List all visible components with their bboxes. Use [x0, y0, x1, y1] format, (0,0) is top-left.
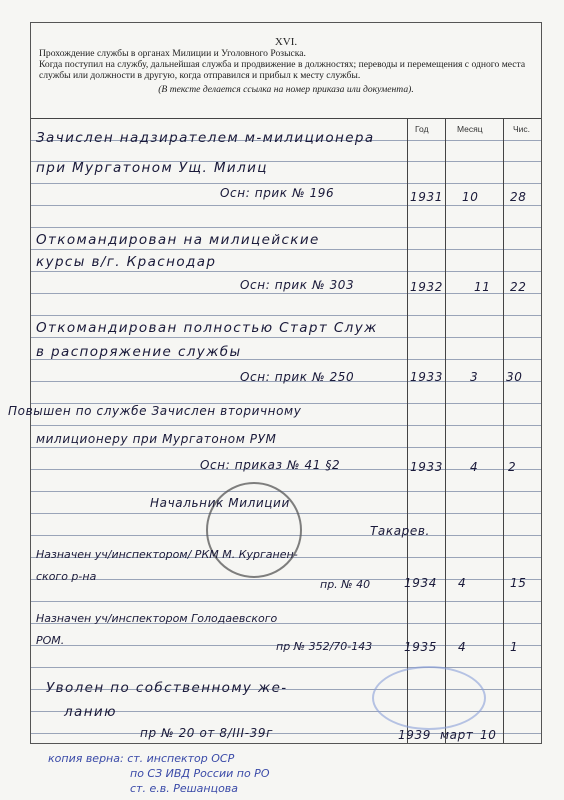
entry-month: 4	[470, 460, 479, 474]
ruled-line	[31, 491, 541, 492]
entry-day: 2	[508, 460, 517, 474]
ruled-line	[31, 425, 541, 426]
entry-order: Осн: прик № 303	[240, 278, 355, 292]
entry-month: 10	[462, 190, 479, 204]
column-header-month: Месяц	[457, 124, 483, 134]
entry-line: Уволен по собственному же-	[46, 680, 288, 696]
entry-line: Откомандирован на милицейские	[36, 232, 320, 248]
section-description: Когда поступил на службу, дальнейшая служба и продвижение в должностях; переводы и перемещения с одного места службы или должности в другую, когда отправился и прибыл к месту службы.	[39, 59, 526, 81]
section-number: XVI.	[274, 36, 298, 48]
signature-name: Такарев.	[370, 524, 430, 538]
entry-year: 1931	[410, 190, 443, 204]
entry-month: март	[440, 728, 474, 742]
entry-line: РОМ.	[36, 634, 65, 647]
entry-month: 4	[458, 640, 467, 654]
section-note: (В тексте делается ссылка на номер приказа или документа).	[158, 84, 414, 95]
ruled-line	[31, 337, 541, 338]
ruled-line	[31, 601, 541, 602]
section-title: Прохождение службы в органах Милиции и Уголовного Розыска.	[39, 48, 306, 59]
ruled-line	[31, 249, 541, 250]
entry-day: 22	[510, 280, 527, 294]
entry-year: 1933	[410, 370, 443, 384]
entry-year: 1939	[398, 728, 431, 742]
entry-month: 11	[474, 280, 491, 294]
entry-month: 4	[458, 576, 467, 590]
certification-line: по СЗ ИВД России по РО	[130, 767, 270, 780]
column-divider	[503, 118, 504, 743]
entry-line: Зачислен надзирателем м-милиционера	[36, 130, 375, 146]
entry-order: Осн: приказ № 41 §2	[200, 458, 341, 472]
entry-line: ского р-на	[36, 570, 97, 583]
ruled-line	[31, 315, 541, 316]
entry-year: 1934	[404, 576, 437, 590]
ruled-line	[31, 271, 541, 272]
blue-certification-stamp	[372, 666, 486, 730]
entry-day: 10	[480, 728, 497, 742]
certification-line: ст. е.в. Решанцова	[130, 782, 239, 795]
signature-title: Начальник Милиции	[150, 496, 290, 510]
entry-day: 28	[510, 190, 527, 204]
column-header-year: Год	[415, 124, 429, 134]
ruled-line	[31, 293, 541, 294]
entry-line: ланию	[64, 704, 117, 720]
ruled-line	[31, 227, 541, 228]
entry-year: 1933	[410, 460, 443, 474]
entry-line: при Мургатоном Ущ. Милиц	[36, 160, 268, 176]
entry-month: 3	[470, 370, 479, 384]
entry-day: 1	[510, 640, 519, 654]
certification-line: копия верна: ст. инспектор ОСР	[48, 752, 235, 765]
column-divider	[445, 118, 446, 743]
entry-order: Осн: прик № 250	[240, 370, 355, 384]
entry-order: Осн: прик № 196	[220, 186, 335, 200]
entry-year: 1932	[410, 280, 443, 294]
entry-line: Назначен уч/инспектором Голодаевского	[36, 612, 278, 625]
ruled-line	[31, 667, 541, 668]
entry-order: пр. № 40	[320, 578, 371, 591]
entry-line: Повышен по службе Зачислен вторичному	[8, 404, 302, 418]
table-top-rule	[31, 118, 541, 119]
entry-line: Откомандирован полностью Старт Служ	[36, 320, 378, 336]
entry-line: курсы в/г. Краснодар	[36, 254, 217, 270]
column-header-day: Чис.	[513, 124, 531, 134]
form-header	[31, 23, 541, 95]
entry-order: пр № 20 от 8/III-39г	[140, 726, 274, 740]
ruled-line	[31, 205, 541, 206]
ruled-line	[31, 447, 541, 448]
entry-day: 15	[510, 576, 527, 590]
entry-year: 1935	[404, 640, 437, 654]
entry-line: в распоряжение службы	[36, 344, 242, 360]
entry-line: Назначен уч/инспектором/ РКМ М. Курганен-	[36, 548, 298, 561]
entry-order: пр № 352/70-143	[276, 640, 373, 653]
entry-day: 30	[506, 370, 523, 384]
ruled-line	[31, 183, 541, 184]
entry-line: милиционеру при Мургатоном РУМ	[36, 432, 277, 446]
